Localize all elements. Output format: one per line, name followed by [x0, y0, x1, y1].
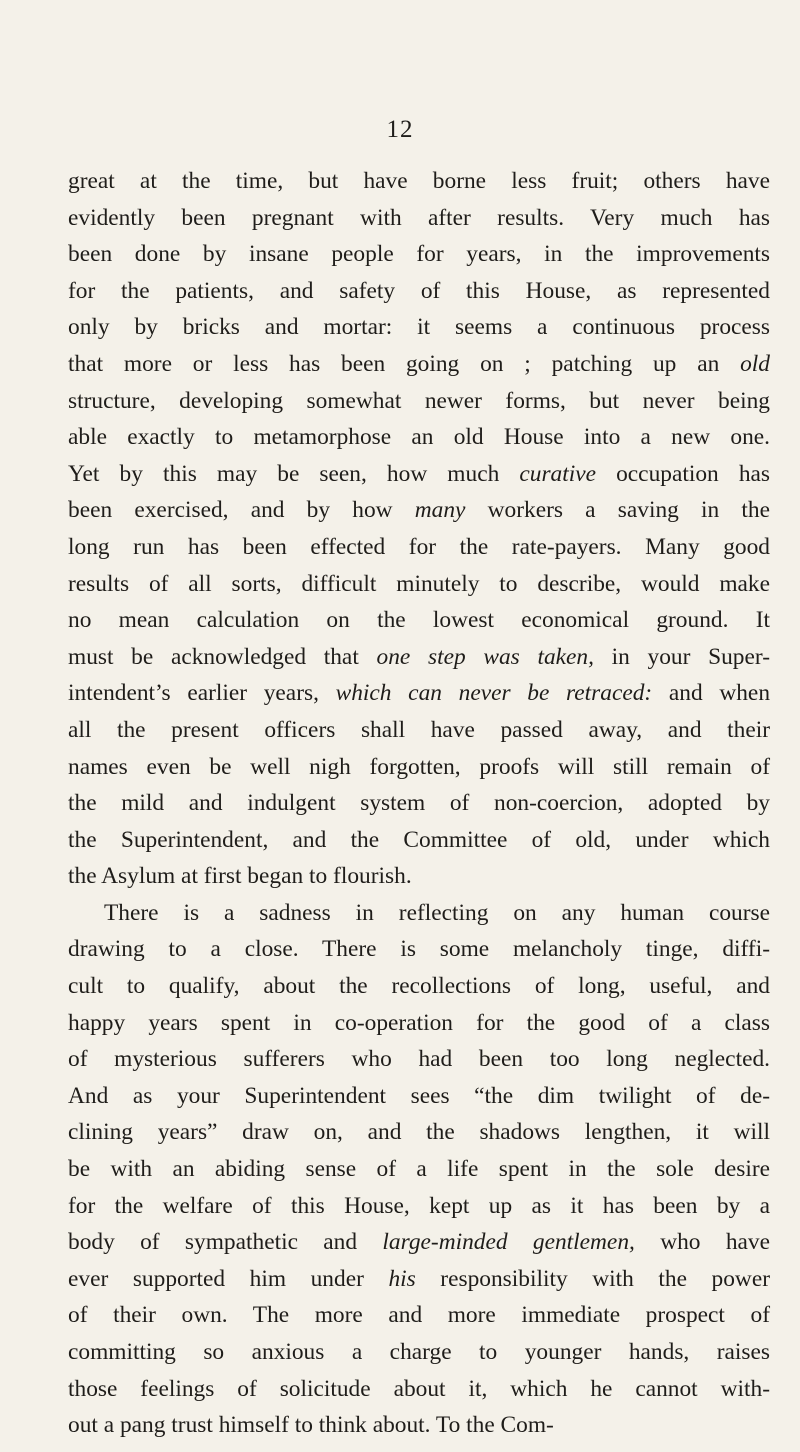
text-run: occupation has: [596, 460, 771, 487]
text-run: great at the time, but have borne less fruit; others have: [68, 168, 770, 194]
text-line: [68, 163, 770, 200]
text-run: workers a saving in the: [465, 497, 771, 524]
text-run: able exactly to metamorphose an old House into a new one.: [68, 424, 770, 451]
text-run: the Asylum at first began to flourish.: [68, 863, 412, 890]
text-line: [68, 346, 770, 383]
text-line: [68, 419, 770, 456]
text-run: And as your Superintendent sees “the dim twilight of de-: [68, 1082, 770, 1109]
text-run: cult to qualify, about the recollections of long, useful, and: [68, 973, 770, 1000]
text-line: [68, 1297, 770, 1334]
text-line: [68, 1151, 770, 1188]
text-run: out a pang trust himself to think about. To the Com-: [68, 1412, 554, 1439]
text-run: long run has been effected for the rate-payers. Many good: [68, 533, 770, 560]
text-line: [68, 712, 770, 749]
text-line: [68, 749, 770, 786]
italic-text: large-minded gentlemen,: [382, 1229, 635, 1256]
italic-text: his: [388, 1265, 416, 1292]
text-line: [68, 1261, 770, 1298]
text-line: [68, 1224, 770, 1261]
text-line: [68, 200, 770, 237]
text-run: those feelings of solicitude about it, which he cannot with-: [68, 1375, 770, 1402]
text-run: no mean calculation on the lowest economical ground. It: [68, 607, 770, 634]
text-line: [68, 492, 770, 529]
text-run: drawing to a close. There is some melancholy tinge, diffi-: [68, 936, 770, 963]
text-run: Yet by this may be seen, how much: [68, 460, 520, 487]
text-run: committing so anxious a charge to younger hands, raises: [68, 1339, 770, 1365]
body-text: [68, 163, 770, 1444]
text-run: names even be well nigh forgotten, proofs will still remain of: [68, 753, 770, 780]
text-run: evidently been pregnant with after results. Very much has: [68, 204, 770, 231]
text-line: [68, 895, 770, 932]
text-run: ever supported him under: [68, 1265, 389, 1292]
text-run: intendent’s earlier years,: [68, 680, 336, 707]
text-run: the mild and indulgent system of non-coercion, adopted by: [68, 790, 770, 817]
text-run: for the welfare of this House, kept up as it has been by a: [68, 1192, 770, 1219]
text-run: There is a sadness in reflecting on any human course: [104, 899, 770, 926]
text-run: who have: [634, 1229, 770, 1256]
text-line: [68, 1078, 770, 1115]
italic-text: old: [740, 350, 770, 377]
text-line: [68, 822, 770, 859]
text-line: [68, 529, 770, 566]
text-run: happy years spent in co-operation for the good of a class: [68, 1009, 770, 1036]
text-line: [68, 1371, 770, 1408]
text-run: clining years” draw on, and the shadows lengthen, it will: [68, 1119, 770, 1146]
page-number: 12: [386, 116, 414, 143]
italic-text: which can never be retraced:: [335, 680, 653, 707]
text-line: [68, 858, 770, 895]
text-line: [68, 1114, 770, 1151]
text-line: [68, 566, 770, 603]
text-run: structure, developing somewhat newer forms, but never being: [68, 387, 770, 414]
text-line: [68, 968, 770, 1005]
text-run: must be acknowledged that: [68, 643, 377, 670]
text-line: [68, 639, 770, 676]
text-run: responsibility with the power: [415, 1265, 770, 1292]
italic-text: one step was taken,: [376, 643, 594, 670]
text-run: be with an abiding sense of a life spent in the sole desire: [68, 1156, 770, 1183]
text-run: of their own. The more and more immediate prospect of: [68, 1302, 770, 1329]
italic-text: many: [414, 497, 466, 524]
text-line: [68, 309, 770, 346]
text-run: in your Super-: [593, 643, 770, 670]
text-run: and when: [652, 680, 771, 707]
text-line: [68, 1334, 770, 1371]
text-run: for the patients, and safety of this House, as represented: [68, 277, 770, 304]
text-line: [68, 785, 770, 822]
text-run: that more or less has been going on ; patching up an: [68, 350, 741, 377]
text-run: the Superintendent, and the Committee of old, under which: [68, 826, 770, 853]
text-line: [68, 1188, 770, 1225]
text-line: [68, 383, 770, 420]
text-run: only by bricks and mortar: it seems a continuous process: [68, 314, 770, 341]
text-run: body of sympathetic and: [68, 1229, 383, 1256]
italic-text: curative: [519, 460, 597, 487]
text-run: of mysterious sufferers who had been too long neglected.: [68, 1046, 770, 1073]
text-line: [68, 675, 770, 712]
text-run: been exercised, and by how: [68, 497, 415, 524]
text-line: [68, 602, 770, 639]
text-run: been done by insane people for years, in the improvements: [68, 241, 770, 268]
text-line: [68, 1041, 770, 1078]
text-line: [68, 931, 770, 968]
text-run: results of all sorts, difficult minutely to describe, would make: [68, 570, 770, 597]
text-line: [68, 273, 770, 310]
text-line: [68, 1005, 770, 1042]
text-line: [68, 1407, 770, 1444]
text-line: [68, 456, 770, 493]
text-run: all the present officers shall have passed away, and their: [68, 716, 770, 743]
text-line: [68, 236, 770, 273]
